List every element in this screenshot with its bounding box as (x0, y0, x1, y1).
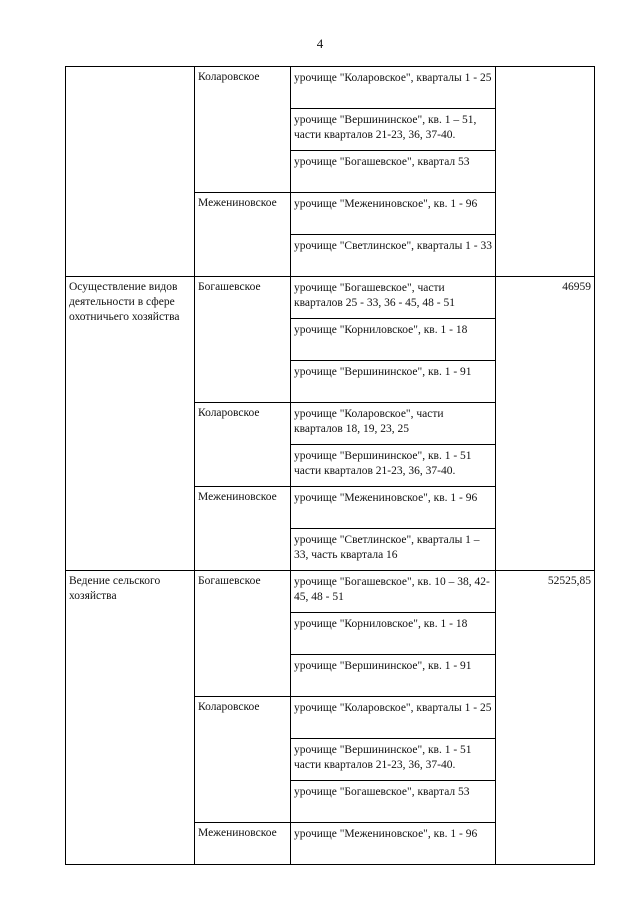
district-cell: Коларовское (195, 67, 291, 193)
tract-cell: урочище "Межениновское", кв. 1 - 96 (291, 823, 496, 865)
tract-cell: урочище "Богашевское", квартал 53 (291, 151, 496, 193)
tract-cell: урочище "Межениновское", кв. 1 - 96 (291, 487, 496, 529)
tract-cell: урочище "Светлинское", кварталы 1 – 33, часть квартала 16 (291, 529, 496, 571)
tract-cell: урочище "Вершининское", кв. 1 - 51 части кварталов 21-23, 36, 37-40. (291, 739, 496, 781)
district-cell: Коларовское (195, 403, 291, 487)
district-cell: Межениновское (195, 823, 291, 865)
page-number: 4 (316, 36, 324, 51)
tract-cell: урочище "Светлинское", кварталы 1 - 33 (291, 235, 496, 277)
district-cell: Межениновское (195, 193, 291, 277)
tract-cell: урочище "Вершининское", кв. 1 – 51, части кварталов 21-23, 36, 37-40. (291, 109, 496, 151)
forest-use-table (65, 66, 595, 865)
tract-cell: урочище "Богашевское", кв. 10 – 38, 42-45, 48 - 51 (291, 571, 496, 613)
area-cell: 46959 (496, 277, 595, 571)
table-row (66, 277, 595, 319)
table-row (66, 67, 595, 109)
district-cell: Богашевское (195, 277, 291, 403)
purpose-cell: Ведение сельского хозяйства (66, 571, 195, 865)
district-cell: Коларовское (195, 697, 291, 823)
tract-cell: урочище "Межениновское", кв. 1 - 96 (291, 193, 496, 235)
tract-cell: урочище "Коларовское", кварталы 1 - 25 (291, 67, 496, 109)
tract-cell: урочище "Вершининское", кв. 1 - 91 (291, 361, 496, 403)
tract-cell: урочище "Коларовское", кварталы 1 - 25 (291, 697, 496, 739)
tract-cell: урочище "Коларовское", части кварталов 18, 19, 23, 25 (291, 403, 496, 445)
area-cell: 52525,85 (496, 571, 595, 865)
tract-cell: урочище "Корниловское", кв. 1 - 18 (291, 319, 496, 361)
tract-cell: урочище "Вершининское", кв. 1 - 91 (291, 655, 496, 697)
area-cell (496, 67, 595, 277)
purpose-cell (66, 67, 195, 277)
tract-cell: урочище "Богашевское", части кварталов 25 - 33, 36 - 45, 48 - 51 (291, 277, 496, 319)
district-cell: Богашевское (195, 571, 291, 697)
tract-cell: урочище "Вершининское", кв. 1 - 51 части кварталов 21-23, 36, 37-40. (291, 445, 496, 487)
tract-cell: урочище "Богашевское", квартал 53 (291, 781, 496, 823)
table-row (66, 571, 595, 613)
district-cell: Межениновское (195, 487, 291, 571)
tract-cell: урочище "Корниловское", кв. 1 - 18 (291, 613, 496, 655)
purpose-cell: Осуществление видов деятельности в сфере охотничьего хозяйства (66, 277, 195, 571)
